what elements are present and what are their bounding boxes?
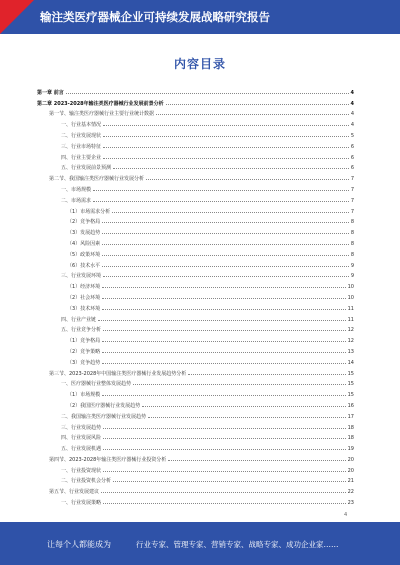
toc-leader-dots — [103, 136, 349, 137]
toc-entry-text: 四、行业产业链 — [61, 316, 97, 323]
toc-leader-dots — [93, 201, 349, 202]
toc-heading: 内容目录 — [173, 57, 226, 71]
toc-leader-dots — [188, 374, 345, 375]
toc-page-number: 8 — [350, 251, 354, 258]
table-of-contents — [37, 85, 354, 506]
toc-entry-text: 五、行业发展机遇 — [61, 446, 102, 453]
toc-entry[interactable] — [37, 161, 354, 172]
footer-tagline: 行业专家、管理专家、营销专家、战略专家、成功企业家…… — [136, 540, 339, 549]
toc-page-number: 17 — [347, 413, 354, 420]
toc-leader-dots — [133, 384, 346, 385]
toc-page-number: 19 — [347, 446, 354, 453]
toc-page-number: 8 — [350, 230, 354, 237]
toc-page-number: 4 — [350, 122, 354, 129]
toc-page-number: 18 — [347, 424, 354, 431]
toc-page-number: 9 — [350, 262, 354, 269]
toc-page-number: 8 — [350, 219, 354, 226]
toc-entry-text: 第二节、我国输注类医疗器械行业发展分析 — [49, 176, 145, 183]
toc-entry-text: （4）风险因素 — [67, 240, 101, 247]
toc-entry[interactable] — [37, 247, 354, 258]
toc-page-number: 6 — [350, 143, 354, 150]
toc-leader-dots — [168, 460, 345, 461]
toc-entry-text: 二、我国输注类医疗器械行业发展趋势 — [61, 413, 147, 420]
toc-leader-dots — [146, 179, 349, 180]
toc-entry[interactable] — [37, 215, 354, 226]
toc-entry-text: 三、行业发展趋势 — [61, 424, 102, 431]
toc-leader-dots — [102, 287, 345, 288]
toc-leader-dots — [102, 363, 345, 364]
toc-leader-dots — [103, 276, 349, 277]
toc-entry[interactable] — [37, 290, 354, 301]
toc-leader-dots — [113, 481, 346, 482]
report-title: 输注类医疗器械企业可持续发展战略研究报告 — [40, 10, 270, 24]
toc-leader-dots — [102, 222, 349, 223]
toc-entry-text: （2）我国医疗器械行业发展趋势 — [67, 402, 141, 409]
toc-entry[interactable] — [37, 463, 354, 474]
toc-leader-dots — [148, 417, 346, 418]
toc-entry-text: （2）社会环境 — [67, 294, 101, 301]
toc-entry-text: （3）技术环境 — [67, 305, 101, 312]
toc-page-number: 20 — [347, 456, 354, 463]
toc-page-number: 21 — [347, 478, 354, 485]
toc-leader-dots — [156, 114, 349, 115]
toc-page-number: 14 — [347, 359, 354, 366]
toc-entry-text: 一、行业基本情况 — [61, 122, 102, 129]
report-header-bar — [0, 0, 400, 34]
toc-entry[interactable] — [37, 333, 354, 344]
toc-entry[interactable] — [37, 139, 354, 150]
toc-entry[interactable] — [37, 301, 354, 312]
toc-page-number: 18 — [347, 435, 354, 442]
toc-entry[interactable] — [37, 409, 354, 420]
toc-entry-text: （1）市场规模 — [67, 392, 101, 399]
toc-entry-text: 三、行业市场特征 — [61, 143, 102, 150]
toc-page-number: 10 — [347, 294, 354, 301]
toc-page-number: 4 — [350, 89, 354, 96]
toc-leader-dots — [66, 93, 349, 94]
toc-entry-text: 第四节、2023-2028年输注类医疗器械行业投资分析 — [49, 456, 167, 463]
toc-entry-text: 一、医疗器械行业整体发展趋势 — [61, 381, 132, 388]
toc-entry-text: （3）发展趋势 — [67, 230, 101, 237]
toc-entry[interactable] — [37, 258, 354, 269]
toc-entry[interactable] — [37, 128, 354, 139]
toc-entry[interactable] — [37, 474, 354, 485]
toc-entry-text: 第一章 前言 — [37, 89, 64, 96]
toc-leader-dots — [102, 244, 349, 245]
toc-leader-dots — [102, 266, 349, 267]
toc-leader-dots — [102, 341, 345, 342]
toc-entry[interactable] — [37, 236, 354, 247]
toc-page-number: 20 — [347, 467, 354, 474]
toc-leader-dots — [102, 298, 345, 299]
toc-entry-text: 二、行业投资机会分析 — [61, 478, 112, 485]
toc-entry-text: （2）竞争策略 — [67, 348, 101, 355]
toc-leader-dots — [98, 320, 346, 321]
toc-page-number: 8 — [350, 240, 354, 247]
toc-entry-text: 三、行业发展环境 — [61, 273, 102, 280]
toc-page-number: 10 — [347, 284, 354, 291]
toc-entry-text: （1）经济环境 — [67, 284, 101, 291]
toc-entry-text: （1）市场需求分析 — [67, 208, 111, 215]
toc-leader-dots — [102, 233, 349, 234]
toc-page-number: 16 — [347, 402, 354, 409]
toc-entry-text: 二、市场需求 — [61, 197, 92, 204]
toc-entry-text: 一、行业投资现状 — [61, 467, 102, 474]
toc-leader-dots — [103, 471, 346, 472]
toc-leader-dots — [113, 168, 349, 169]
toc-entry[interactable] — [37, 441, 354, 452]
page-number: 4 — [344, 512, 348, 518]
toc-leader-dots — [103, 158, 349, 159]
toc-page-number: 7 — [350, 208, 354, 215]
toc-entry-text: 四、行业发展风险 — [61, 435, 102, 442]
toc-entry-text: 第一节、输注类医疗器械行业主要行业统计数据 — [49, 111, 155, 118]
toc-page-number: 9 — [350, 273, 354, 280]
footer-bar — [0, 522, 400, 565]
toc-entry[interactable] — [37, 279, 354, 290]
toc-page-number: 6 — [350, 154, 354, 161]
toc-entry[interactable] — [37, 398, 354, 409]
toc-entry[interactable] — [37, 312, 354, 323]
toc-leader-dots — [103, 147, 349, 148]
toc-entry[interactable] — [37, 431, 354, 442]
toc-entry[interactable] — [37, 366, 354, 377]
toc-page-number: 7 — [350, 176, 354, 183]
toc-entry[interactable] — [37, 85, 354, 96]
toc-entry[interactable] — [37, 117, 354, 128]
toc-page-number: 12 — [347, 338, 354, 345]
toc-leader-dots — [102, 352, 345, 353]
toc-entry[interactable] — [37, 182, 354, 193]
toc-page-number: 7 — [350, 186, 354, 193]
toc-page-number: 15 — [347, 392, 354, 399]
toc-leader-dots — [103, 503, 346, 504]
header-red-corner — [0, 0, 34, 34]
toc-page-number: 5 — [350, 132, 354, 139]
toc-entry-text: （3）竞争趋势 — [67, 359, 101, 366]
toc-leader-dots — [103, 438, 346, 439]
toc-entry[interactable] — [37, 107, 354, 118]
toc-page-number: 13 — [347, 348, 354, 355]
footer-slogan: 让每个人都能成为 — [47, 540, 111, 549]
toc-leader-dots — [142, 406, 345, 407]
toc-page-number: 4 — [350, 111, 354, 118]
toc-page-number: 6 — [350, 165, 354, 172]
toc-entry-text: （2）竞争格局 — [67, 219, 101, 226]
toc-entry-text: （5）政策环境 — [67, 251, 101, 258]
toc-leader-dots — [93, 190, 349, 191]
toc-leader-dots — [103, 125, 349, 126]
toc-leader-dots — [102, 309, 345, 310]
toc-leader-dots — [166, 104, 349, 105]
toc-entry[interactable] — [37, 495, 354, 506]
toc-entry-text: 第三节、2023-2028年中国输注类医疗器械行业发展趋势分析 — [49, 370, 187, 377]
toc-page-number: 22 — [347, 489, 354, 496]
toc-entry-text: 四、行业主要企业 — [61, 154, 102, 161]
toc-entry[interactable] — [37, 323, 354, 334]
toc-entry[interactable] — [37, 171, 354, 182]
toc-leader-dots — [102, 395, 345, 396]
toc-leader-dots — [103, 330, 346, 331]
toc-entry[interactable] — [37, 193, 354, 204]
toc-page-number: 11 — [347, 305, 354, 312]
toc-entry[interactable] — [37, 355, 354, 366]
toc-page-number: 15 — [347, 381, 354, 388]
toc-entry-text: 第二章 2023-2028年输注类医疗器械行业发展前景分析 — [37, 100, 164, 107]
toc-entry[interactable] — [37, 344, 354, 355]
toc-entry[interactable] — [37, 269, 354, 280]
toc-entry[interactable] — [37, 204, 354, 215]
toc-entry-text: （1）竞争格局 — [67, 338, 101, 345]
toc-page-number: 11 — [347, 316, 354, 323]
toc-leader-dots — [103, 449, 346, 450]
toc-leader-dots — [102, 255, 349, 256]
toc-entry[interactable] — [37, 484, 354, 495]
toc-entry[interactable] — [37, 150, 354, 161]
toc-entry-text: 五、行业发展前景预测 — [61, 165, 112, 172]
toc-entry-text: 五、行业竞争分析 — [61, 327, 102, 334]
toc-entry[interactable] — [37, 452, 354, 463]
toc-entry-text: （6）技术水平 — [67, 262, 101, 269]
toc-entry[interactable] — [37, 225, 354, 236]
toc-leader-dots — [112, 212, 349, 213]
toc-entry[interactable] — [37, 377, 354, 388]
toc-entry[interactable] — [37, 387, 354, 398]
toc-entry[interactable] — [37, 420, 354, 431]
toc-leader-dots — [103, 428, 346, 429]
toc-entry[interactable] — [37, 96, 354, 107]
toc-page-number: 12 — [347, 327, 354, 334]
toc-leader-dots — [101, 492, 346, 493]
toc-page-number: 7 — [350, 197, 354, 204]
toc-page-number: 15 — [347, 370, 354, 377]
toc-entry-text: 第五节、行业发展建议 — [49, 489, 100, 496]
toc-entry-text: 一、市场规模 — [61, 186, 92, 193]
toc-page-number: 4 — [350, 100, 354, 107]
toc-entry-text: 一、行业发展策略 — [61, 500, 102, 507]
toc-page-number: 23 — [347, 500, 354, 507]
toc-entry-text: 二、行业发展现状 — [61, 132, 102, 139]
